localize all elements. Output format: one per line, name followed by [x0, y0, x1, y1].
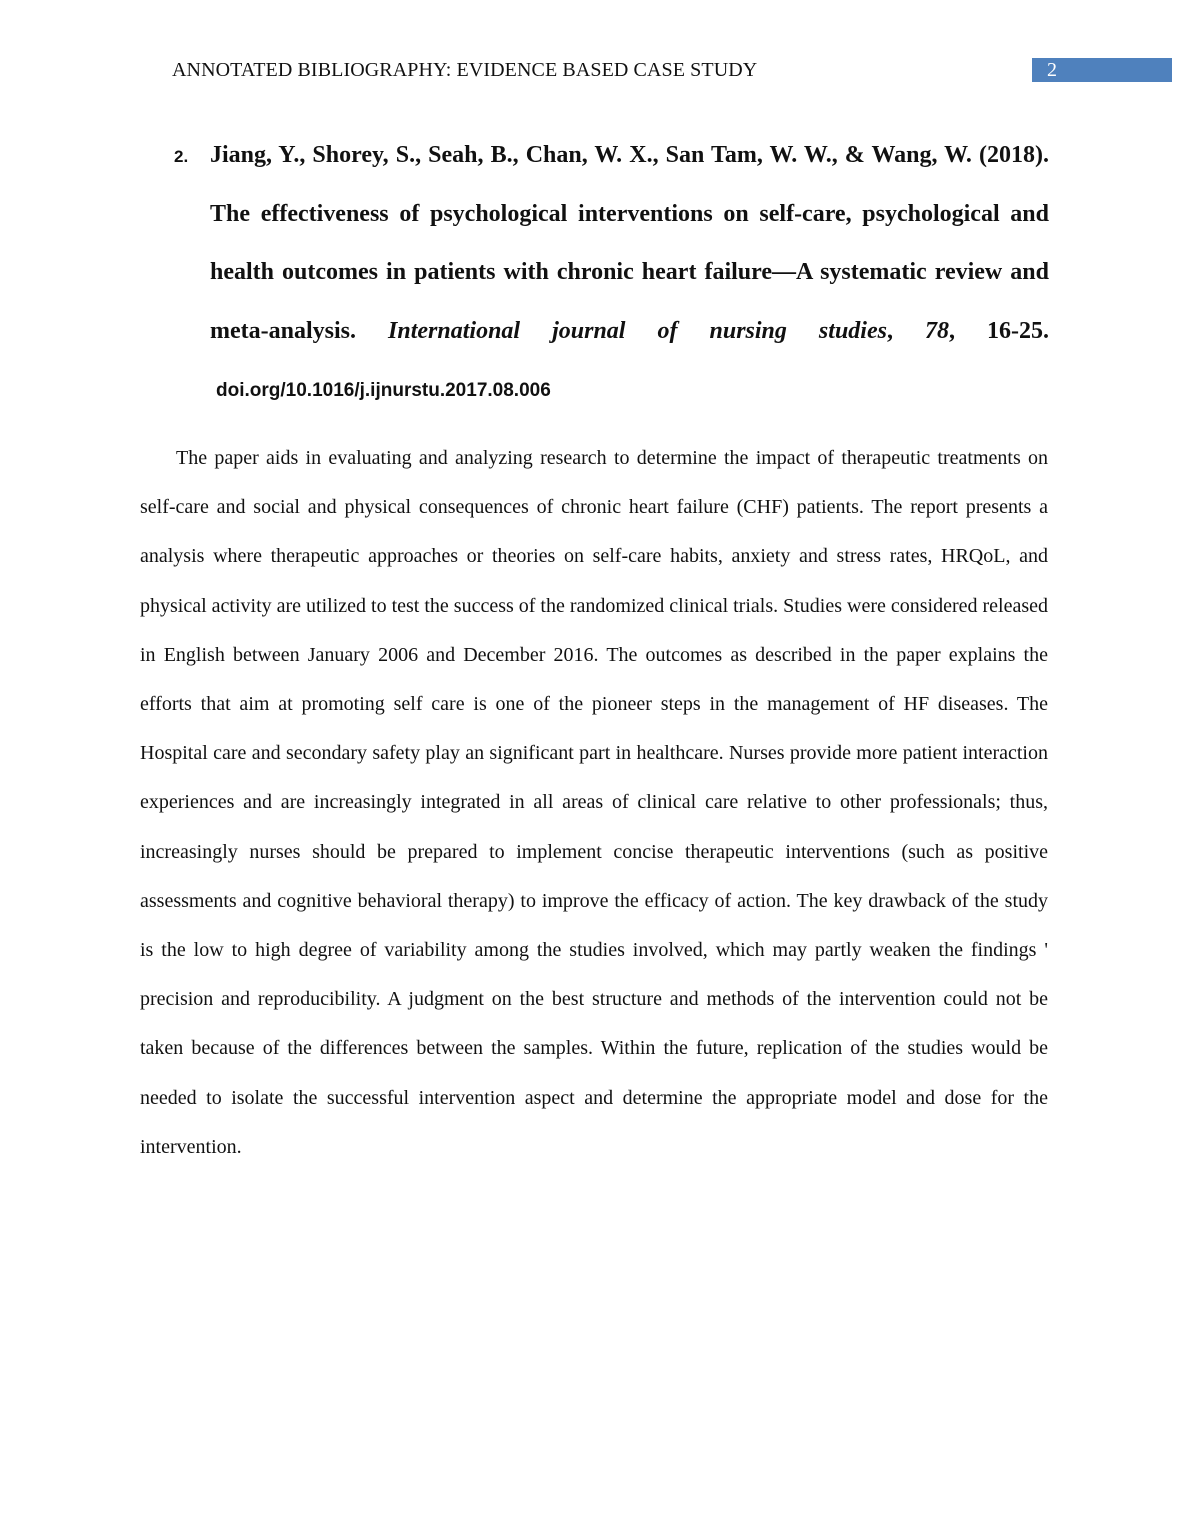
page-number-badge: [1032, 58, 1172, 82]
journal-title: International journal of nursing studies: [388, 317, 887, 344]
citation-comma: ,: [886, 317, 893, 344]
bibliography-entry: [210, 126, 1049, 421]
annotation-paragraph: The paper aids in evaluating and analyzing research to determine the impact of therapeutic treatments on self-care and social and physical consequences of chronic heart failure (CHF) patients. The report presents a analysis where therapeutic approaches or theories on self-care habits, anxiety and stress rates, HRQoL, and physical activity are utilized to test the success of the randomized clinical trials. Studies were considered released in English between January 2006 and December 2016. The outcomes as described in the paper explains the efforts that aim at promoting self care is one of the pioneer steps in the management of HF diseases. The Hospital care and secondary safety play an significant part in healthcare. Nurses provide more patient interaction experiences and are increasingly integrated in all areas of clinical care relative to other professionals; thus, increasingly nurses should be prepared to implement concise therapeutic interventions (such as positive assessments and cognitive behavioral therapy) to improve the efficacy of action. The key drawback of the study is the low to high degree of variability among the studies involved, which may partly weaken the findings ' precision and reproducibility. A judgment on the best structure and methods of the intervention could not be taken because of the differences between the samples. Within the future, replication of the studies would be needed to isolate the successful intervention aspect and determine the appropriate model and dose for the intervention.: [140, 447, 1049, 1158]
running-head-title: ANNOTATED BIBLIOGRAPHY: EVIDENCE BASED CASE STUDY: [172, 59, 758, 81]
entry-number: 2.: [174, 147, 189, 166]
journal-volume: 78: [924, 317, 949, 344]
doi-link[interactable]: doi.org/10.1016/j.ijnurstu.2017.08.006: [216, 380, 551, 401]
page-number: 2: [1047, 59, 1057, 81]
citation-main: Jiang, Y., Shorey, S., Seah, B., Chan, W. X., San Tam, W. W., & Wang, W. (2018). The effectiveness of psychological interventions on self-care, psychological and health outcomes in patients with chronic heart failure—A systematic review and meta-analysis.: [210, 142, 1049, 344]
journal-pages: , 16-25.: [948, 317, 1050, 344]
